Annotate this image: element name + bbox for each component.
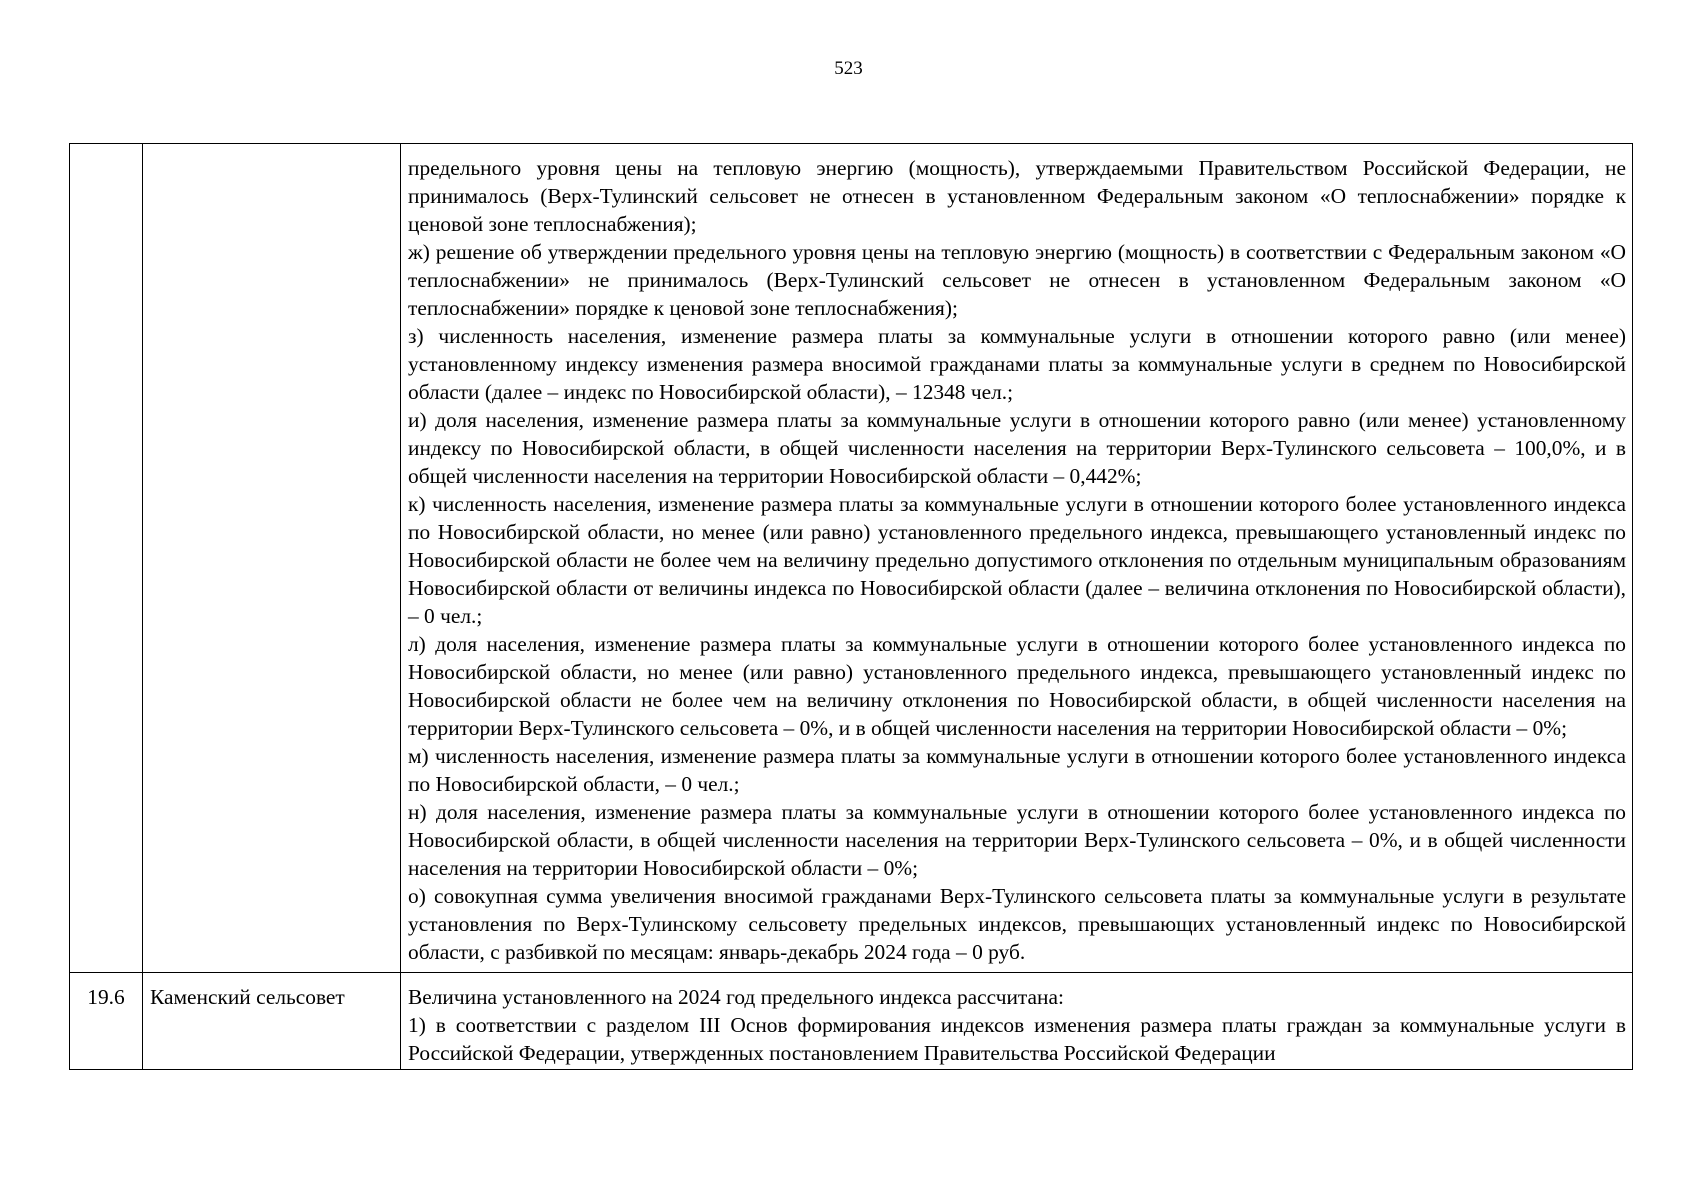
paragraph-continuation: предельного уровня цены на тепловую энергию (мощность), утверждаемыми Правительством Российской Федерации, не принималось (Верх-Тулинский сельсовет не отнесен в установленном Федеральным законом «О теплоснабжении» порядке к ценовой зоне теплоснабжения);: [408, 156, 1626, 236]
row-text-cell: [401, 973, 1633, 1070]
paragraph-i: и) доля населения, изменение размера платы за коммунальные услуги в отношении которого равно (или менее) установленному индексу по Новосибирской области, в общей численности населения на территории Верх-Тулинского сельсовета – 100,0%, и в общей численности населения на территории Новосибирской области – 0,442%;: [408, 408, 1626, 488]
row-number-cell: 19.6: [70, 973, 143, 1070]
paragraph-k: к) численность населения, изменение размера платы за коммунальные услуги в отношении которого более установленного индекса по Новосибирской области, но менее (или равно) установленного предельного индекса, превышающего установленный индекс по Новосибирской области не более чем на величину предельно допустимого отклонения по отдельным муниципальным образованиям Новосибирской области от величины индекса по Новосибирской области (далее – величина отклонения по Новосибирской области), – 0 чел.;: [408, 492, 1626, 628]
table-row: [70, 973, 1633, 1070]
row-number-cell: [70, 144, 143, 973]
paragraph-intro: Величина установленного на 2024 год предельного индекса рассчитана:: [408, 985, 1064, 1009]
table-row: [70, 144, 1633, 973]
paragraph-zh: ж) решение об утверждении предельного уровня цены на тепловую энергию (мощность) в соответствии с Федеральным законом «О теплоснабжении» не принималось (Верх-Тулинский сельсовет не отнесен в установленном Федеральным законом «О теплоснабжении» порядке к ценовой зоне теплоснабжения);: [408, 240, 1626, 320]
row-name-cell: [143, 144, 401, 973]
paragraph-o: о) совокупная сумма увеличения вносимой гражданами Верх-Тулинского сельсовета платы за коммунальные услуги в результате установления по Верх-Тулинскому сельсовету предельных индексов, превышающих установленный индекс по Новосибирской области, с разбивкой по месяцам: январь-декабрь 2024 года – 0 руб.: [408, 884, 1626, 964]
row-name-cell: Каменский сельсовет: [143, 973, 401, 1070]
paragraph-1: 1) в соответствии с разделом III Основ формирования индексов изменения размера платы граждан за коммунальные услуги в Российской Федерации, утвержденных постановлением Правительства Российской Федерации: [408, 1013, 1626, 1065]
paragraph-l: л) доля населения, изменение размера платы за коммунальные услуги в отношении которого более установленного индекса по Новосибирской области, но менее (или равно) установленного предельного индекса, превышающего установленный индекс по Новосибирской области не более чем на величину отклонения по Новосибирской области, в общей численности населения на территории Верх-Тулинского сельсовета – 0%, и в общей численности населения на территории Новосибирской области – 0%;: [408, 632, 1626, 740]
paragraph-n: н) доля населения, изменение размера платы за коммунальные услуги в отношении которого более установленного индекса по Новосибирской области, в общей численности населения на территории Верх-Тулинского сельсовета – 0%, и в общей численности населения на территории Новосибирской области – 0%;: [408, 800, 1626, 880]
document-table: [69, 143, 1633, 1070]
row-text-cell: [401, 144, 1633, 973]
paragraph-z: з) численность населения, изменение размера платы за коммунальные услуги в отношении которого равно (или менее) установленному индексу изменения размера вносимой гражданами платы за коммунальные услуги в среднем по Новосибирской области (далее – индекс по Новосибирской области), – 12348 чел.;: [408, 324, 1626, 404]
page-number: 523: [834, 58, 863, 79]
paragraph-m: м) численность населения, изменение размера платы за коммунальные услуги в отношении которого более установленного индекса по Новосибирской области, – 0 чел.;: [408, 744, 1626, 796]
